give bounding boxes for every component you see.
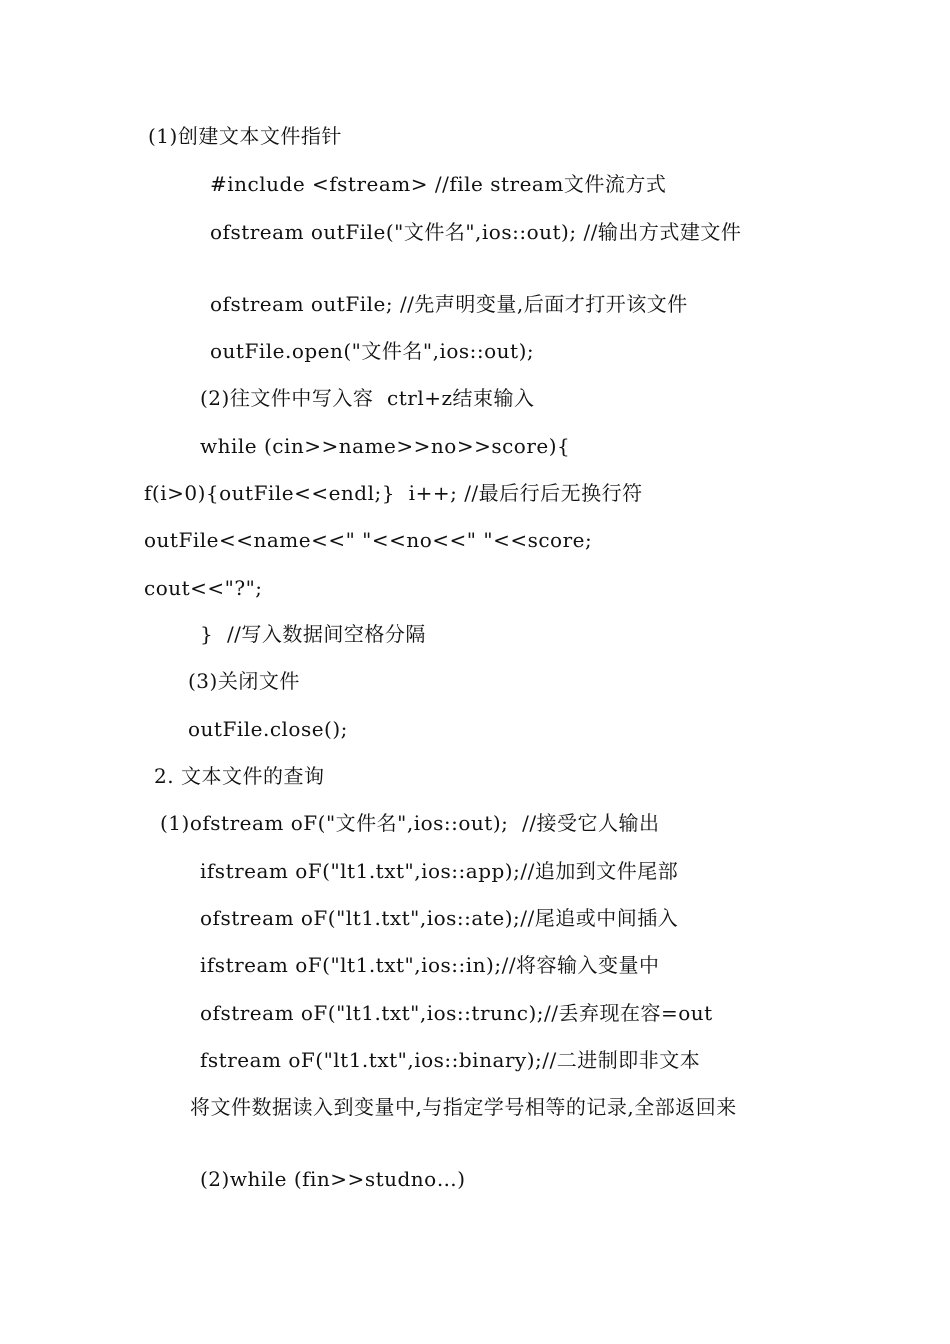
code-close-line: outFile.close(); (188, 717, 348, 741)
code-of-in-line: ifstream oF("lt1.txt",ios::in);//将容输入变量中 (200, 953, 660, 977)
code-if-endl-line: f(i>0){outFile<<endl;} i++; //最后行后无换行符 (144, 481, 643, 505)
code-close-brace-line: } //写入数据间空格分隔 (200, 622, 426, 646)
heading-close-file: (3)关闭文件 (188, 669, 300, 693)
code-of-trunc-line: ofstream oF("lt1.txt",ios::trunc);//丢弃现在容=out (200, 1001, 713, 1025)
code-of-app-line: ifstream oF("lt1.txt",ios::app);//追加到文件尾部 (200, 859, 679, 883)
code-cout-line: cout<<"?"; (144, 576, 263, 600)
code-while-fin-line: (2)while (fin>>studno…) (200, 1167, 466, 1191)
code-of-binary-line: fstream oF("lt1.txt",ios::binary);//二进制即非文本 (200, 1048, 701, 1072)
code-ofstream-out-line: ofstream outFile("文件名",ios::out); //输出方式建文件 (210, 220, 742, 244)
code-include-line: #include <fstream> //file stream文件流方式 (210, 172, 667, 196)
code-while-cin-line: while (cin>>name>>no>>score){ (200, 434, 571, 458)
code-outfile-write-line: outFile<<name<<" "<<no<<" "<<score; (144, 528, 593, 552)
code-of-ate-line: ofstream oF("lt1.txt",ios::ate);//尾追或中间插入 (200, 906, 679, 930)
section-heading-query: 2. 文本文件的查询 (154, 764, 325, 788)
heading-write-content: (2)往文件中写入容 ctrl+z结束输入 (200, 386, 535, 410)
paragraph-read-to-variable: 将文件数据读入到变量中,与指定学号相等的记录,全部返回来 (190, 1095, 737, 1119)
code-of-out-line: (1)ofstream oF("文件名",ios::out); //接受它人输出 (160, 811, 660, 835)
code-open-line: outFile.open("文件名",ios::out); (210, 339, 535, 363)
heading-create-pointer: (1)创建文本文件指针 (148, 124, 342, 148)
code-declare-line: ofstream outFile; //先声明变量,后面才打开该文件 (210, 292, 688, 316)
